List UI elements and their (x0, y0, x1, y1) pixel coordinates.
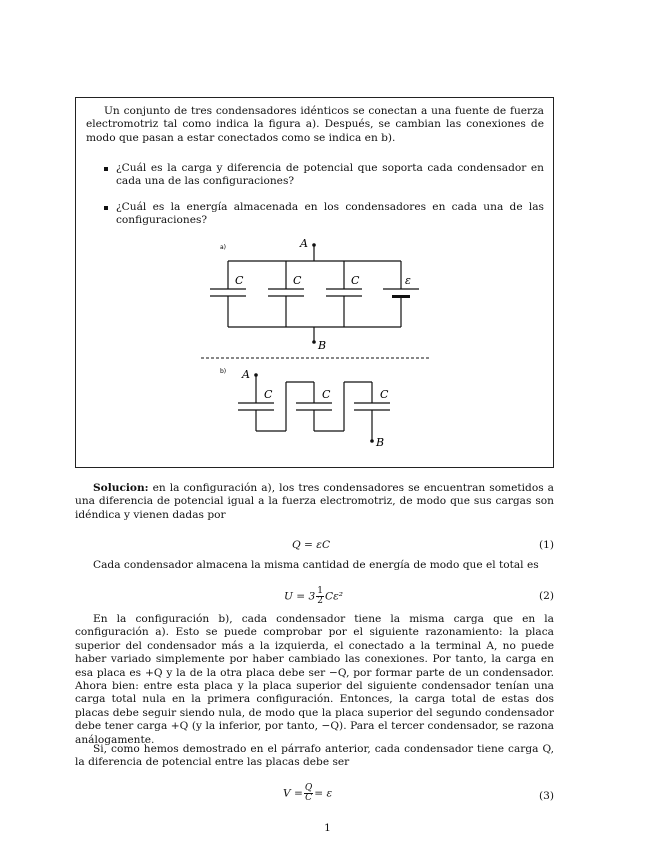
solution-paragraph-4: Si, como hemos demostrado en el párrafo anterior, cada condensador tiene carga Q, la diferencia de potencial entre las placas debe ser (75, 743, 554, 769)
capacitor-label: C (264, 388, 273, 401)
equation-2-rhs: Cε² (325, 590, 344, 603)
equation-2-fraction (316, 587, 324, 606)
solution-paragraph-1 (75, 482, 554, 522)
terminal-b-dot (312, 340, 316, 344)
equation-3-lhs: V = (283, 787, 303, 800)
terminal-a-dot (312, 243, 316, 247)
equation-3 (75, 781, 554, 801)
equation-1 (75, 539, 554, 559)
solution-paragraph-2: Cada condensador almacena la misma cantidad de energía de modo que el total es (93, 559, 539, 571)
equation-3-frac-den: C (305, 793, 313, 803)
solution-lead: Solucion: (93, 482, 149, 494)
terminal-a-label: A (300, 237, 308, 250)
terminal-a-label-b: A (242, 368, 250, 381)
equation-3-fraction (304, 784, 313, 803)
question-item: ¿Cuál es la carga y diferencia de potencial que soporta cada condensador en cada una de las configuraciones? (102, 162, 544, 189)
equation-2-frac-den: 2 (317, 596, 324, 606)
equation-2-frac-num: 1 (317, 586, 324, 596)
capacitor-label: C (322, 388, 331, 401)
equation-3-rhs: = ε (314, 787, 333, 800)
equation-2-body (284, 587, 343, 606)
equation-2-lhs: U = 3 (284, 590, 316, 603)
terminal-b-label: B (318, 339, 327, 352)
capacitor-label: C (293, 274, 302, 287)
capacitor-label: C (351, 274, 360, 287)
config-a-tag: a) (220, 244, 227, 251)
problem-box (75, 97, 554, 468)
equation-1-body: Q = εC (292, 539, 331, 551)
equation-3-body (283, 784, 332, 803)
equation-1-number: (1) (538, 539, 554, 551)
terminal-a-dot-b (254, 373, 258, 377)
solution-text-1: en la configuración a), los tres condensadores se encuentran sometidos a una diferencia de potencial igual a la fuerza electromotriz, de modo que sus cargas son idéndica y vienen dadas por (75, 482, 554, 521)
terminal-b-label-b: B (376, 436, 385, 449)
capacitor-label: C (235, 274, 244, 287)
equation-3-number: (3) (538, 790, 554, 802)
terminal-b-dot-b (370, 439, 374, 443)
circuit-figure (76, 98, 555, 469)
solution-paragraph-3: En la configuración b), cada condensador tiene la misma carga que en la configuración a). Esto se puede comprobar por el siguiente razonamiento: la placa superior del condensador más a la izquierda, el conectado a la terminal A, no puede haber variado simplemente por haber cambiado las conexiones. Por tanto, la carga en esa placa es +Q y la de la otra placa debe ser −Q, por formar parte de un condensador. Ahora bien: entre esta placa y la placa superior del siguiente condensador tenían una carga total nula en la primera configuración. Entonces, la carga total de estas dos placas debe seguir siendo nula, de modo que la placa superior del segundo condensador debe tener carga +Q (y la inferior, por tanto, −Q). Para el tercer condensador, se razona análogamente. (75, 613, 554, 746)
emf-label: ε (405, 274, 411, 287)
equation-3-frac-num: Q (304, 783, 313, 793)
question-item: ¿Cuál es la energía almacenada en los condensadores en cada una de las configuraciones? (102, 201, 544, 228)
problem-intro: Un conjunto de tres condensadores idénticos se conectan a una fuente de fuerza electromotriz tal como indica la figura a). Después, se cambian las conexiones de modo que pasan a estar conectados como se indica en b). (86, 105, 544, 144)
capacitor-label: C (380, 388, 389, 401)
config-b-tag: b) (220, 368, 227, 375)
equation-2-number: (2) (538, 590, 554, 602)
page-number: 1 (324, 822, 331, 834)
equation-2 (75, 584, 554, 604)
